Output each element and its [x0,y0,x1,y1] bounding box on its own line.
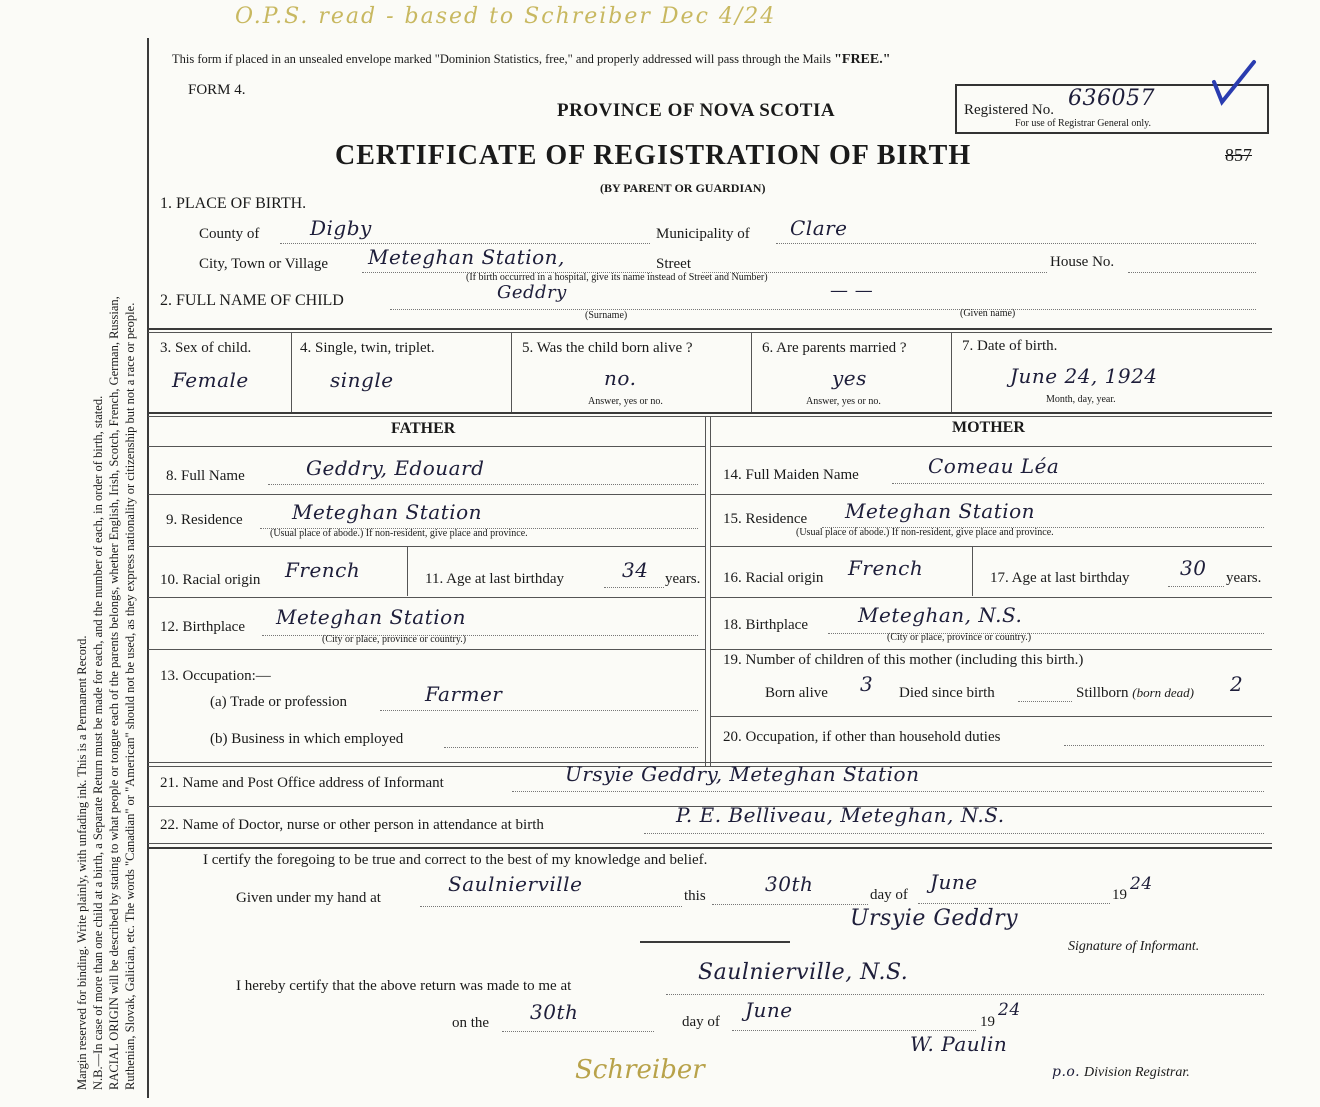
city-value: Meteghan Station, [368,245,565,269]
father-name-value: Geddry, Edouard [306,456,485,480]
street-label: Street [656,256,691,272]
married-caption: Answer, yes or no. [806,396,881,407]
mother-residence-value: Meteghan Station [845,499,1036,523]
registered-label: Registered No. [964,102,1054,118]
father-residence-label: 9. Residence [166,512,243,528]
city-label: City, Town or Village [199,256,329,272]
registrar-place-value: Saulnierville, N.S. [698,960,909,985]
father-business-label: (b) Business in which employed [210,731,404,747]
informant-label: 21. Name and Post Office address of Informant [160,775,444,791]
form-number: FORM 4. [188,82,246,98]
margin-note-4: Ruthenian, Slovak, Galician, etc. The words "Canadian" or "American" should not be used, as they express nationality or citizenship but not a race or people. [123,302,137,1090]
county-value: Digby [310,216,372,240]
county-label: County of [199,226,260,242]
birth-date-value: June 24, 1924 [1010,364,1158,388]
born-alive-count-label: Born alive [765,685,828,701]
father-racial-value: French [285,558,361,582]
father-racial-label: 10. Racial origin [160,572,261,588]
margin-note-3: RACIAL ORIGIN will be described by stating to what people or tongue each of the parents belongs, whether English, Irish, Scotch, French, German, Russian, [107,296,121,1090]
birth-date-label: 7. Date of birth. [962,338,1058,354]
married-label: 6. Are parents married ? [762,340,907,356]
registrar-note: For use of Registrar General only. [1015,118,1151,129]
born-alive-caption: Answer, yes or no. [588,396,663,407]
child-surname-value: Geddry [497,282,567,303]
stillborn-value: 2 [1230,672,1244,696]
informant-signature: Ursyie Geddry [850,906,1019,931]
birth-date-caption: Month, day, year. [1046,394,1116,405]
plurality-label: 4. Single, twin, triplet. [300,340,435,356]
married-value: yes [832,366,867,390]
registrar-year-prefix: 19 [980,1014,995,1030]
born-alive-count-value: 3 [860,672,874,696]
year-prefix: 19 [1112,887,1127,903]
informant-value: Ursyie Geddry, Meteghan Station [565,762,920,786]
margin-note-2: N.B.—In case of more than one child at a birth, a Separate Return must be made for each, and the number of each, in order of birth, stated. [91,395,105,1090]
corner-mark: 857 [1225,145,1252,165]
registrar-statement: I hereby certify that the above return was made to me at [236,978,572,994]
document-title: CERTIFICATE OF REGISTRATION OF BIRTH [335,140,972,171]
mother-name-value: Comeau Léa [928,454,1060,478]
child-given-value: — — [830,280,874,301]
province-heading: PROVINCE OF NOVA SCOTIA [557,100,836,121]
father-age-unit: years. [665,571,701,587]
mother-name-label: 14. Full Maiden Name [723,467,859,483]
father-heading: FATHER [391,420,456,437]
father-birthplace-caption: (City or place, province or country.) [322,634,467,645]
mother-residence-caption: (Usual place of abode.) If non-resident, give place and province. [796,527,1054,538]
mother-residence-label: 15. Residence [723,511,808,527]
mother-children-label: 19. Number of children of this mother (including this birth.) [723,652,1084,668]
doctor-label: 22. Name of Doctor, nurse or other person in attendance at birth [160,817,544,833]
child-name-label: 2. FULL NAME OF CHILD [160,292,344,309]
given-day-value: 30th [765,872,814,896]
registrar-signature: W. Paulin [910,1032,1008,1056]
father-residence-caption: (Usual place of abode.) If non-resident, give place and province. [270,528,528,539]
father-trade-value: Farmer [425,682,503,706]
father-residence-value: Meteghan Station [292,500,483,524]
mother-age-value: 30 [1180,556,1207,580]
doctor-value: P. E. Belliveau, Meteghan, N.S. [676,803,1005,827]
father-trade-label: (a) Trade or profession [210,694,348,710]
given-label: Given under my hand at [236,890,381,906]
registrar-day-value: 30th [530,1000,579,1024]
this-label: this [684,888,706,904]
signature-caption: Signature of Informant. [1068,939,1200,954]
given-caption: (Given name) [960,308,1016,319]
died-since-birth-label: Died since birth [899,685,995,701]
mother-age-unit: years. [1226,570,1262,586]
father-age-label: 11. Age at last birthday [425,571,564,587]
house-no-label: House No. [1050,254,1115,270]
municipality-label: Municipality of [656,226,750,242]
mother-birthplace-label: 18. Birthplace [723,617,808,633]
hospital-note: (If birth occurred in a hospital, give its name instead of Street and Number) [466,272,768,283]
plurality-value: single [330,368,394,392]
registered-number: 636057 [1068,86,1155,111]
registrar-per: p.o. [1052,1064,1081,1080]
father-name-label: 8. Full Name [166,468,245,484]
mother-occupation-label: 20. Occupation, if other than household duties [723,729,1001,745]
mother-racial-label: 16. Racial origin [723,570,824,586]
pencil-note-bottom: Schreiber [575,1055,705,1085]
father-birthplace-label: 12. Birthplace [160,619,245,635]
registrar-month-value: June [745,998,793,1022]
father-birthplace-value: Meteghan Station [276,605,467,629]
mother-birthplace-caption: (City or place, province or country.) [887,632,1032,643]
form-left-border [147,38,149,1098]
mother-racial-value: French [848,556,924,580]
pencil-note-top: O.P.S. read - based to Schreiber Dec 4/24 [235,4,777,29]
mail-notice: This form if placed in an unsealed envelope marked "Dominion Statistics, free," and properly addressed will pass through the Mails "FREE." [172,52,891,67]
born-alive-label: 5. Was the child born alive ? [522,340,693,356]
sex-value: Female [172,368,249,392]
document-subtitle: (BY PARENT OR GUARDIAN) [600,181,766,195]
given-year-value: 24 [1130,874,1153,894]
registrar-day-of-label: day of [682,1014,720,1030]
mother-birthplace-value: Meteghan, N.S. [858,603,1023,627]
born-alive-value: no. [604,366,637,390]
margin-note-1: Margin reserved for binding. Write plainly, with unfading ink. This is a Permanent Record. [75,635,89,1090]
day-of-label: day of [870,887,908,903]
division-registrar-caption: Division Registrar. [1084,1065,1190,1080]
municipality-value: Clare [790,216,848,240]
place-of-birth-heading: 1. PLACE OF BIRTH. [160,195,307,212]
stillborn-label: Stillborn (born dead) [1076,685,1195,701]
sex-label: 3. Sex of child. [160,340,252,356]
father-age-value: 34 [622,558,649,582]
registrar-year-value: 24 [998,1000,1021,1020]
certification-statement: I certify the foregoing to be true and correct to the best of my knowledge and belief. [203,852,708,868]
checkmark-icon [1208,58,1258,108]
given-place-value: Saulnierville [448,872,583,896]
mother-age-label: 17. Age at last birthday [990,570,1130,586]
mother-heading: MOTHER [952,419,1025,436]
surname-caption: (Surname) [585,310,628,321]
given-month-value: June [930,870,978,894]
father-occupation-label: 13. Occupation:— [160,668,271,684]
on-the-label: on the [452,1015,490,1031]
